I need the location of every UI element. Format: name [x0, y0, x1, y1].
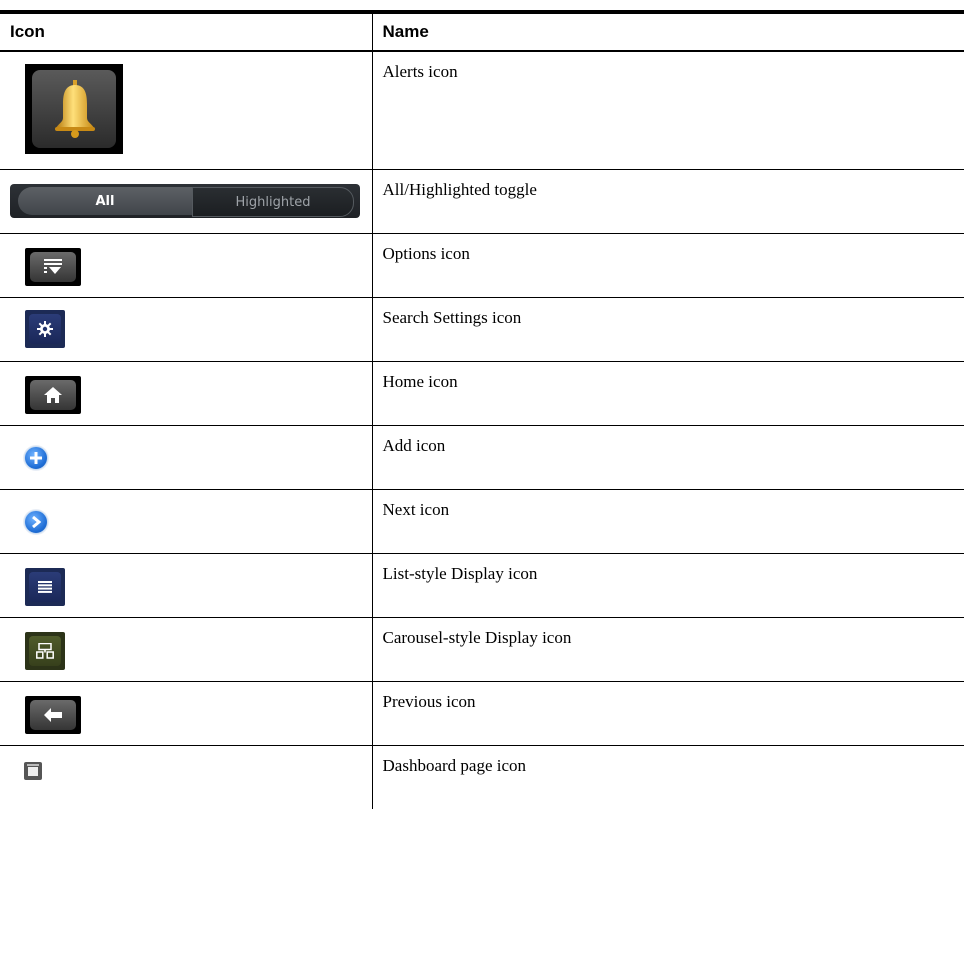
- icon-cell: [0, 170, 372, 234]
- chevron-right-circle-icon: [24, 510, 48, 534]
- home-icon-name: Home icon: [382, 372, 458, 391]
- bell-icon: [25, 64, 123, 154]
- toggle-all-segment: All: [18, 187, 192, 215]
- carousel-icon: [25, 632, 65, 670]
- icon-table: [0, 14, 964, 809]
- name-cell: [372, 170, 964, 234]
- icon-cell: [0, 298, 372, 362]
- icon-cell: [0, 554, 372, 618]
- table-row: [0, 298, 964, 362]
- next-icon-name: Next icon: [382, 500, 450, 519]
- alerts-icon-name: Alerts icon: [382, 62, 458, 81]
- table-row: [0, 170, 964, 234]
- name-cell: [372, 490, 964, 554]
- table-row: [0, 618, 964, 682]
- carousel-style-icon-name: Carousel-style Display icon: [382, 628, 572, 647]
- plus-circle-icon: [24, 446, 48, 470]
- icon-cell: [0, 618, 372, 682]
- previous-icon-name: Previous icon: [382, 692, 476, 711]
- name-cell: [372, 234, 964, 298]
- options-icon-name: Options icon: [382, 244, 470, 263]
- search-settings-icon-name: Search Settings icon: [382, 308, 522, 327]
- table-row: [0, 682, 964, 746]
- icon-cell: [0, 746, 372, 810]
- home-icon: [25, 376, 81, 414]
- options-icon: [25, 248, 81, 286]
- gear-icon: [25, 310, 65, 348]
- toggle-highlighted-segment: Highlighted: [192, 187, 354, 217]
- icon-cell: [0, 234, 372, 298]
- dashboard-page-icon: [24, 762, 42, 780]
- table-row: [0, 362, 964, 426]
- name-cell: [372, 554, 964, 618]
- add-icon-name: Add icon: [382, 436, 446, 455]
- icon-cell: [0, 362, 372, 426]
- icon-cell: [0, 426, 372, 490]
- name-cell: [372, 426, 964, 490]
- table-row: [0, 51, 964, 170]
- table-row: [0, 490, 964, 554]
- all-highlighted-toggle: [10, 184, 360, 218]
- icon-cell: [0, 682, 372, 746]
- toggle-name: All/Highlighted toggle: [382, 180, 537, 199]
- name-cell: [372, 618, 964, 682]
- name-cell: [372, 362, 964, 426]
- name-cell: [372, 298, 964, 362]
- icon-cell: [0, 490, 372, 554]
- name-column-header: Name: [372, 14, 964, 51]
- list-icon: [25, 568, 65, 606]
- dashboard-page-icon-name: Dashboard page icon: [382, 756, 527, 775]
- table-row: [0, 234, 964, 298]
- list-style-icon-name: List-style Display icon: [382, 564, 538, 583]
- arrow-left-icon: [25, 696, 81, 734]
- name-cell: [372, 51, 964, 170]
- icon-column-header: Icon: [0, 14, 372, 51]
- icon-cell: [0, 51, 372, 170]
- table-row: [0, 746, 964, 810]
- table-row: [0, 426, 964, 490]
- header-row: [0, 14, 964, 51]
- name-cell: [372, 746, 964, 810]
- table-row: [0, 554, 964, 618]
- name-cell: [372, 682, 964, 746]
